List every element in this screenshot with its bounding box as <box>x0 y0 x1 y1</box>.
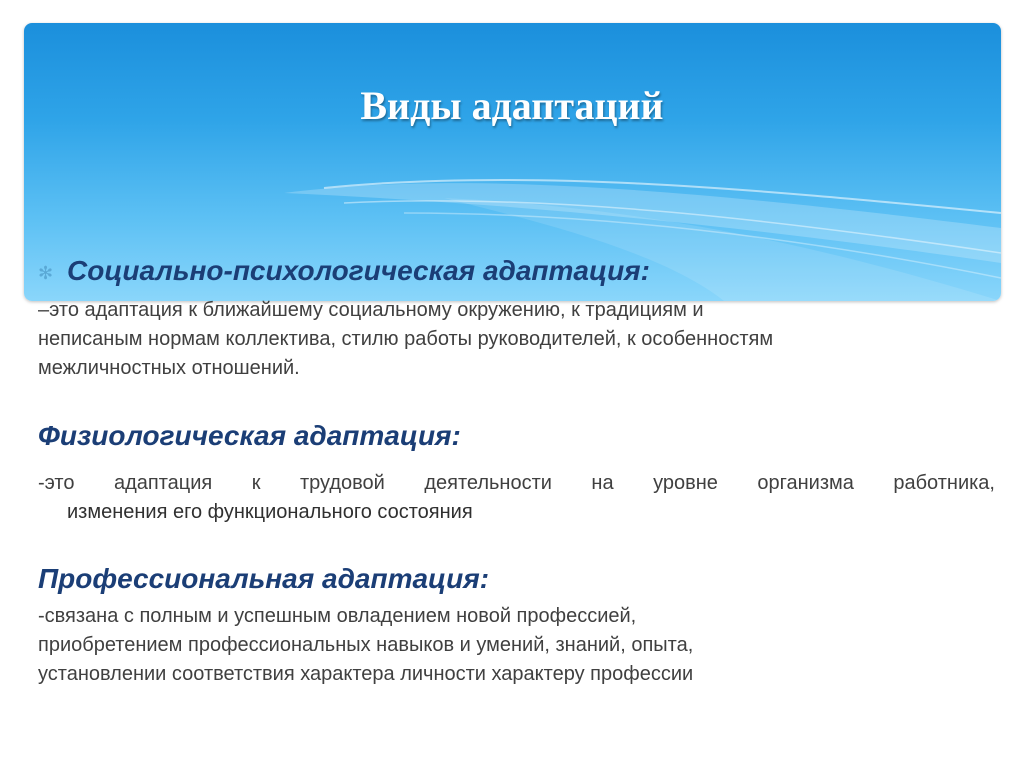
paragraph-line: неписаным нормам коллектива, стилю работы руководителей, к особенностям <box>38 328 774 350</box>
word: деятельности <box>424 472 552 494</box>
word: к <box>251 472 261 494</box>
paragraph-professional <box>38 602 693 689</box>
word: работника, <box>893 472 995 494</box>
word: адаптация <box>113 472 213 494</box>
word: организма <box>757 472 854 494</box>
paragraph-line: межличностных отношений. <box>38 357 300 379</box>
paragraph-line: установлении соответствия характера личности характеру профессии <box>38 663 694 685</box>
word: -это <box>38 472 75 494</box>
heading-physiological: Физиологическая адаптация: <box>38 420 461 451</box>
paragraph-line: -связана с полным и успешным овладением новой профессией, <box>38 605 637 627</box>
word: уровне <box>653 472 718 494</box>
slide-title: Виды адаптаций <box>360 83 664 128</box>
paragraph-line: –это адаптация к ближайшему социальному окружению, к традициям и <box>38 299 704 321</box>
heading-social-psychological: Социально-психологическая адаптация: <box>67 255 650 286</box>
word: на <box>591 472 614 494</box>
paragraph-physiological <box>38 469 995 527</box>
paragraph-social-psychological <box>38 296 773 383</box>
paragraph-line: изменения его функционального состояния <box>67 501 473 523</box>
paragraph-line <box>38 469 995 498</box>
heading-professional: Профессиональная адаптация: <box>38 563 490 594</box>
paragraph-line: приобретением профессиональных навыков и умений, знаний, опыта, <box>38 634 694 656</box>
word: трудовой <box>299 472 385 494</box>
bullet-icon: ✻ <box>38 263 54 283</box>
